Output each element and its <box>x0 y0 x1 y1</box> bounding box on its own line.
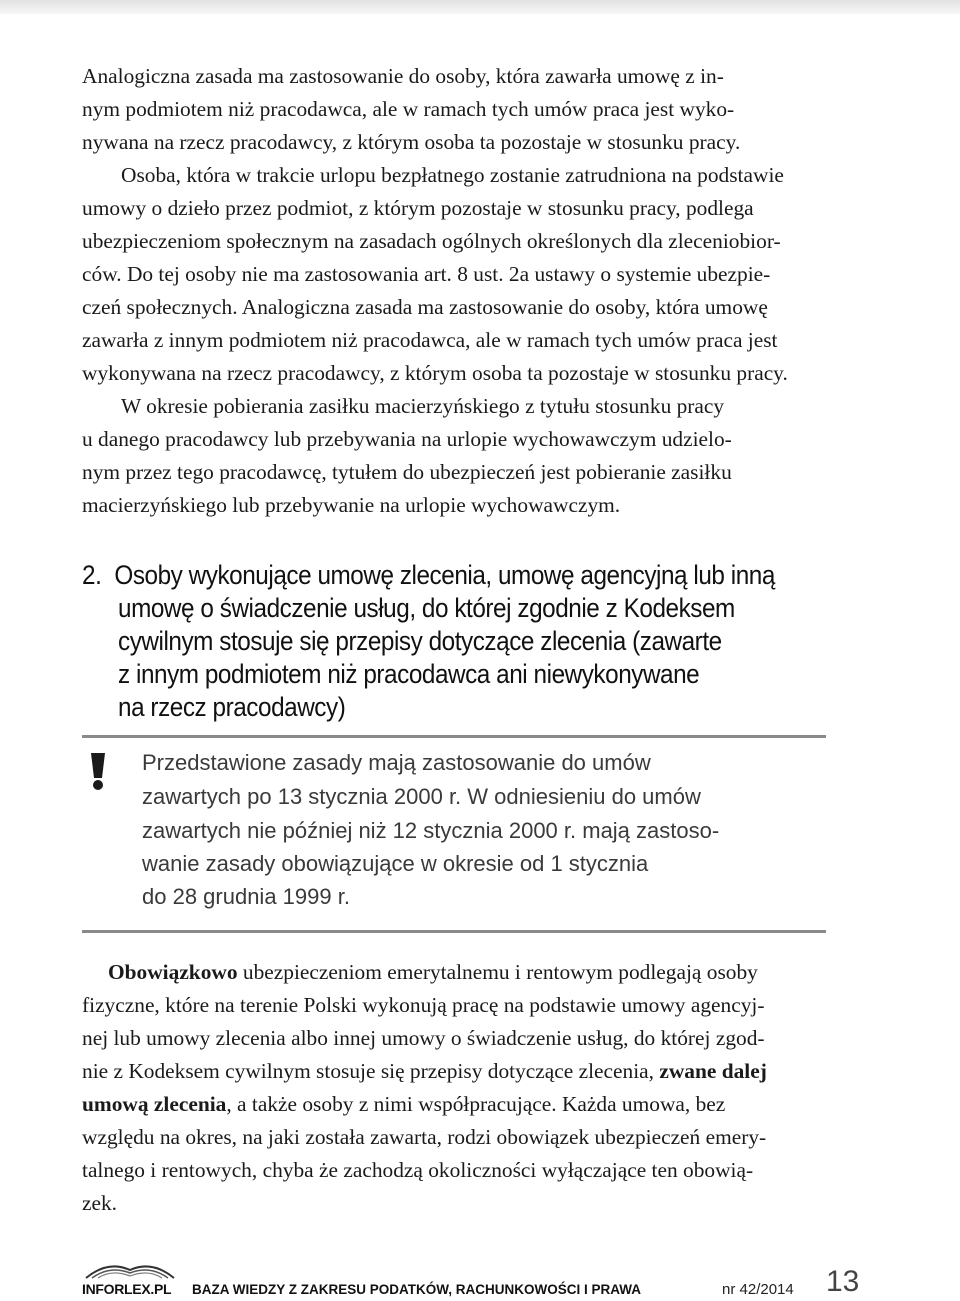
note-line-1: Przedstawione zasady mają zastosowanie do umów <box>142 750 651 775</box>
paragraph-4-line-4 <box>82 1059 767 1084</box>
paragraph-2-line-1: Osoba, która w trakcie urlopu bezpłatnego zostanie zatrudniona na podstawie <box>121 163 784 187</box>
paragraph-2-line-4: ców. Do tej osoby nie ma zastosowania art. 8 ust. 2a ustawy o systemie ubezpie- <box>82 262 771 286</box>
section-heading-line-2: umowę o świadczenie usług, do której zgodnie z Kodeksem <box>118 593 735 623</box>
page-top-edge <box>0 0 960 14</box>
note-line-3: zawartych nie później niż 12 stycznia 2000 r. mają zastoso- <box>142 818 720 843</box>
note-line-4: wanie zasady obowiązujące w okresie od 1 stycznia <box>142 851 649 876</box>
paragraph-2-line-2: umowy o dzieło przez podmiot, z którym pozostaje w stosunku pracy, podlega <box>82 196 754 220</box>
bold-lead: Obowiązkowo <box>108 960 238 984</box>
footer-title: BAZA WIEDZY Z ZAKRESU PODATKÓW, RACHUNKOWOŚCI I PRAWA <box>192 1282 641 1297</box>
issue-number: nr 42/2014 <box>722 1281 794 1298</box>
paragraph-2-line-5: czeń społecznych. Analogiczna zasada ma zastosowanie do osoby, która umowę <box>82 295 768 319</box>
paragraph-1-line-3: nywana na rzecz pracodawcy, z którym osoba ta pozostaje w stosunku pracy. <box>82 130 741 154</box>
logo-text: INFORLEX.PL <box>82 1281 172 1297</box>
paragraph-2-line-6: zawarła z innym podmiotem niż pracodawca, ale w ramach tych umów praca jest <box>82 328 778 352</box>
note-line-2: zawartych po 13 stycznia 2000 r. W odniesieniu do umów <box>142 784 701 809</box>
section-title-text: Osoby wykonujące umowę zlecenia, umowę agencyjną lub inną <box>114 560 775 590</box>
paragraph-4-line-3: nej lub umowy zlecenia albo innej umowy o świadczenie usług, do której zgod- <box>82 1026 765 1050</box>
paragraph-4-line-5 <box>82 1092 725 1117</box>
paragraph-4-line-5-text: , a także osoby z nimi współpracujące. Każda umowa, bez <box>226 1092 726 1116</box>
section-heading-line-5: na rzecz pracodawcy) <box>118 692 346 722</box>
section-number: 2. <box>82 560 102 590</box>
paragraph-4-line-1-text: ubezpieczeniom emerytalnemu i rentowym podlegają osoby <box>237 960 758 984</box>
paragraph-2-line-3: ubezpieczeniom społecznym na zasadach ogólnych określonych dla zleceniobior- <box>82 229 781 253</box>
paragraph-3-line-4: macierzyńskiego lub przebywanie na urlopie wychowawczym. <box>82 493 621 517</box>
paragraph-4-line-8: zek. <box>82 1191 118 1215</box>
note-bottom-rule <box>82 930 826 933</box>
section-heading-line-3: cywilnym stosuje się przepisy dotyczące zlecenia (zawarte <box>118 626 722 656</box>
bold-term-1: zwane dalej <box>659 1059 767 1083</box>
page-number: 13 <box>826 1265 860 1298</box>
paragraph-3-line-2: u danego pracodawcy lub przebywania na urlopie wychowawczym udzielo- <box>82 427 732 451</box>
note-line-5: do 28 grudnia 1999 r. <box>142 884 350 909</box>
note-top-rule <box>82 735 826 738</box>
page-footer <box>82 1258 862 1298</box>
paragraph-1-line-1: Analogiczna zasada ma zastosowanie do osoby, która zawarła umowę z in- <box>82 64 724 88</box>
bold-term-2: umową zlecenia <box>82 1092 227 1116</box>
paragraph-2-line-7: wykonywana na rzecz pracodawcy, z którym osoba ta pozostaje w stosunku pracy. <box>82 361 788 385</box>
paragraph-4-line-7: talnego i rentowych, chyba że zachodzą okoliczności wyłączające ten obowią- <box>82 1158 754 1182</box>
exclamation-icon <box>84 751 112 791</box>
book-logo-icon <box>82 1258 178 1280</box>
section-heading-line-4: z innym podmiotem niż pracodawca ani niewykonywane <box>118 659 700 689</box>
paragraph-4-line-2: fizyczne, które na terenie Polski wykonują pracę na podstawie umowy agencyj- <box>82 993 765 1017</box>
paragraph-3-line-3: nym przez tego pracodawcę, tytułem do ubezpieczeń jest pobieranie zasiłku <box>82 460 732 484</box>
paragraph-4-line-4-text: nie z Kodeksem cywilnym stosuje się przepisy dotyczące zlecenia, <box>82 1059 660 1083</box>
paragraph-3-line-1: W okresie pobierania zasiłku macierzyńskiego z tytułu stosunku pracy <box>121 394 725 418</box>
paragraph-4-line-1 <box>108 960 758 985</box>
paragraph-1-line-2: nym podmiotem niż pracodawca, ale w ramach tych umów praca jest wyko- <box>82 97 735 121</box>
section-heading-line-1 <box>82 560 775 591</box>
paragraph-4-line-6: względu na okres, na jaki została zawarta, rodzi obowiązek ubezpieczeń emery- <box>82 1125 767 1149</box>
